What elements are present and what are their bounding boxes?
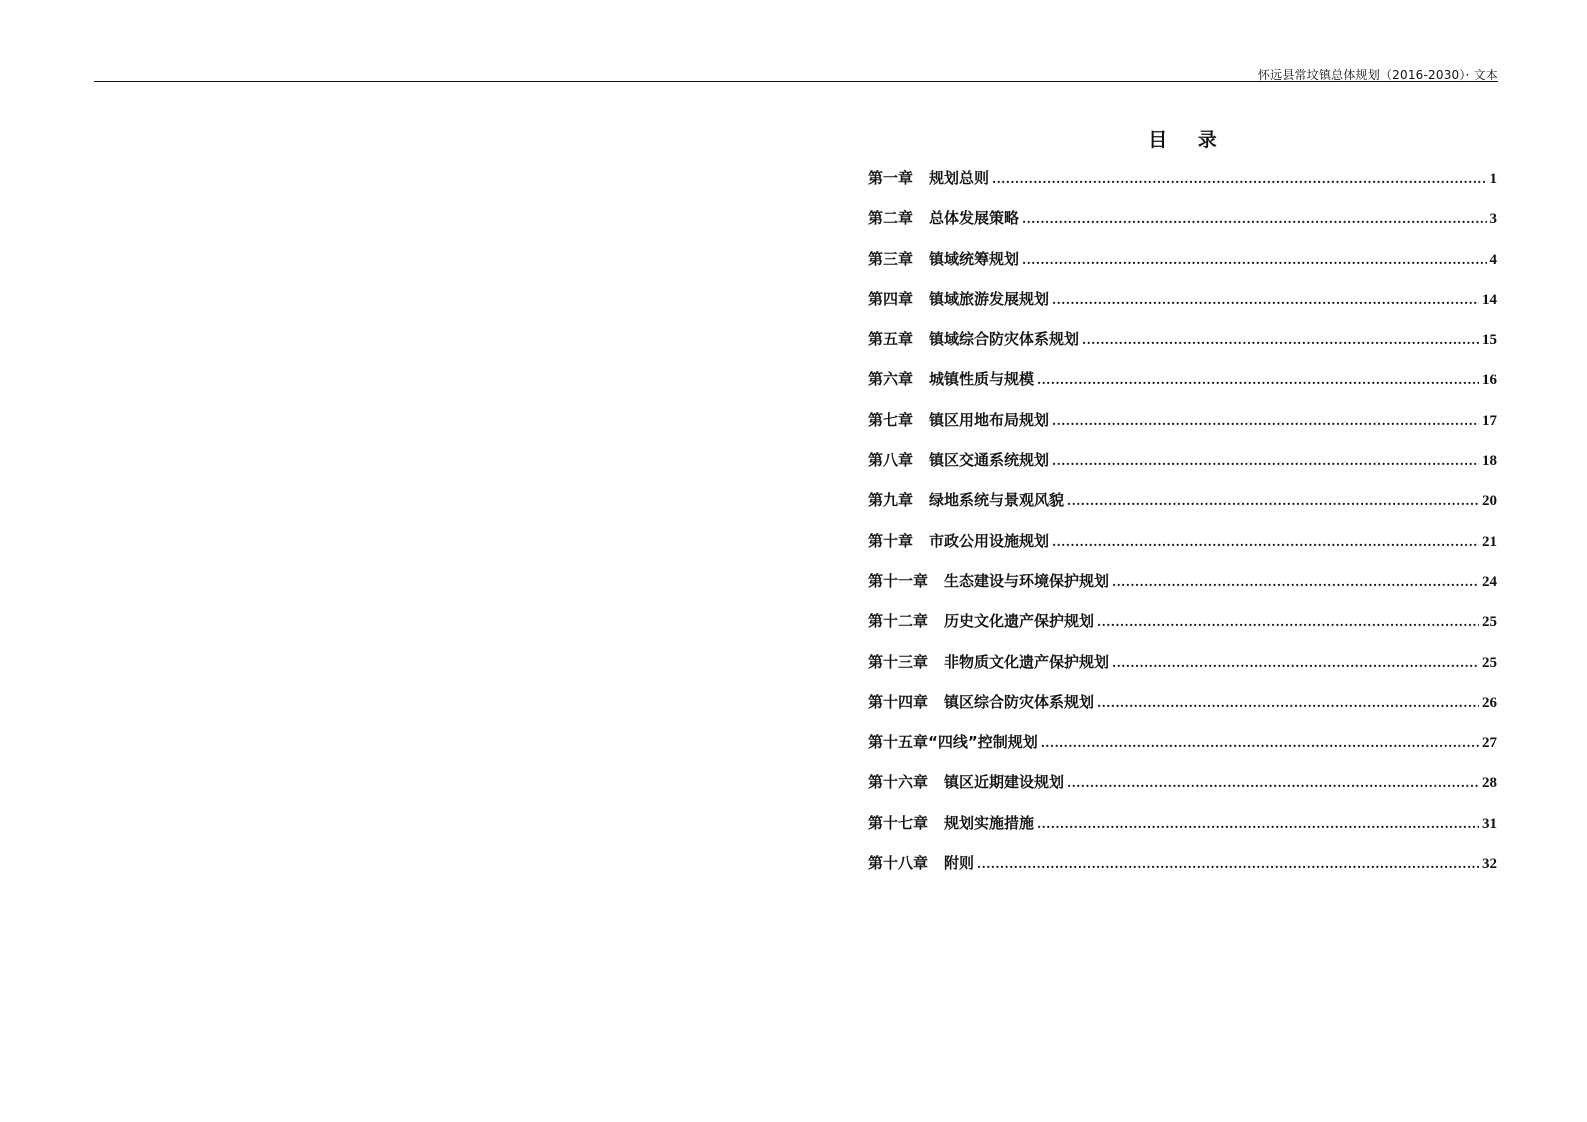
toc-chapter-number: 第十四章 bbox=[868, 692, 929, 711]
toc-entry[interactable] bbox=[868, 288, 1497, 328]
toc-chapter-name: 镇域统筹规划 bbox=[929, 249, 1020, 268]
toc-page-number: 25 bbox=[1482, 614, 1497, 631]
toc-page-number: 27 bbox=[1482, 735, 1497, 752]
toc-chapter-number: 第六章 bbox=[868, 370, 914, 389]
toc-entry[interactable] bbox=[868, 248, 1497, 288]
running-header: 怀远县常坟镇总体规划（2016-2030）· 文本 bbox=[1257, 68, 1498, 82]
dot-leader bbox=[1022, 212, 1486, 226]
toc-chapter-number: 第四章 bbox=[868, 289, 914, 308]
toc-chapter-number: 第三章 bbox=[868, 249, 914, 268]
toc-chapter-number: 第八章 bbox=[868, 451, 914, 470]
toc-page-number: 20 bbox=[1482, 493, 1497, 510]
toc-chapter-name: 规划实施措施 bbox=[944, 813, 1035, 832]
toc-entry[interactable] bbox=[868, 328, 1497, 368]
toc-page-number: 25 bbox=[1482, 654, 1497, 671]
toc-page-number: 31 bbox=[1482, 815, 1497, 832]
toc-page-number: 17 bbox=[1482, 412, 1497, 429]
toc-page-number: 18 bbox=[1482, 453, 1497, 470]
dot-leader bbox=[1041, 736, 1479, 750]
toc-chapter-name: 附则 bbox=[944, 854, 975, 873]
dot-leader bbox=[1052, 454, 1479, 468]
toc-entry[interactable] bbox=[868, 207, 1497, 247]
toc-page-number: 32 bbox=[1482, 856, 1497, 873]
toc-chapter-number: 第十章 bbox=[868, 531, 914, 550]
toc-entry[interactable] bbox=[868, 610, 1497, 650]
toc-chapter-number: 第十一章 bbox=[868, 571, 929, 590]
toc-chapter-name: 非物质文化遗产保护规划 bbox=[944, 652, 1110, 671]
toc-chapter-number: 第十七章 bbox=[868, 813, 929, 832]
toc-chapter-name: “四线”控制规划 bbox=[928, 733, 1038, 752]
toc-entry[interactable] bbox=[868, 167, 1497, 207]
toc-page-number: 26 bbox=[1482, 694, 1497, 711]
toc-page-number: 14 bbox=[1482, 291, 1497, 308]
toc-entry[interactable] bbox=[868, 691, 1497, 731]
dot-leader bbox=[977, 857, 1479, 871]
toc-list bbox=[868, 167, 1497, 892]
toc-page-number: 4 bbox=[1489, 251, 1497, 268]
dot-leader bbox=[992, 172, 1486, 186]
toc-entry[interactable] bbox=[868, 651, 1497, 691]
toc-page-number: 16 bbox=[1482, 372, 1497, 389]
toc-chapter-name: 镇区交通系统规划 bbox=[929, 451, 1050, 470]
toc-chapter-name: 镇区用地布局规划 bbox=[929, 410, 1050, 429]
toc-chapter-name: 城镇性质与规模 bbox=[929, 370, 1035, 389]
dot-leader bbox=[1037, 373, 1479, 387]
dot-leader bbox=[1112, 656, 1479, 670]
toc-page-number: 24 bbox=[1482, 573, 1497, 590]
table-of-contents bbox=[868, 126, 1497, 892]
dot-leader bbox=[1022, 253, 1486, 267]
toc-entry[interactable] bbox=[868, 731, 1497, 771]
dot-leader bbox=[1082, 333, 1479, 347]
toc-entry[interactable] bbox=[868, 489, 1497, 529]
dot-leader bbox=[1112, 575, 1479, 589]
toc-chapter-name: 总体发展策略 bbox=[929, 209, 1020, 228]
toc-chapter-name: 镇域旅游发展规划 bbox=[929, 289, 1050, 308]
toc-chapter-name: 镇域综合防灾体系规划 bbox=[929, 330, 1080, 349]
toc-chapter-name: 规划总则 bbox=[929, 169, 990, 187]
toc-title: 目 录 bbox=[1148, 129, 1229, 151]
toc-entry[interactable] bbox=[868, 852, 1497, 892]
toc-chapter-number: 第十二章 bbox=[868, 612, 929, 631]
toc-chapter-name: 绿地系统与景观风貌 bbox=[929, 491, 1065, 510]
header-rule bbox=[94, 81, 1498, 82]
dot-leader bbox=[1067, 494, 1479, 508]
dot-leader bbox=[1097, 696, 1479, 710]
toc-chapter-number: 第七章 bbox=[868, 410, 914, 429]
toc-entry[interactable] bbox=[868, 449, 1497, 489]
toc-chapter-number: 第一章 bbox=[868, 169, 914, 187]
dot-leader bbox=[1052, 293, 1479, 307]
toc-chapter-number: 第十三章 bbox=[868, 652, 929, 671]
dot-leader bbox=[1052, 535, 1479, 549]
toc-chapter-name: 镇区近期建设规划 bbox=[944, 773, 1065, 792]
toc-entry[interactable] bbox=[868, 812, 1497, 852]
toc-chapter-name: 市政公用设施规划 bbox=[929, 531, 1050, 550]
toc-entry[interactable] bbox=[868, 368, 1497, 408]
toc-chapter-number: 第二章 bbox=[868, 209, 914, 228]
toc-chapter-number: 第十六章 bbox=[868, 773, 929, 792]
toc-chapter-number: 第十五章 bbox=[868, 733, 929, 752]
toc-entry[interactable] bbox=[868, 409, 1497, 449]
toc-page-number: 28 bbox=[1482, 775, 1497, 792]
toc-chapter-number: 第十八章 bbox=[868, 854, 929, 873]
dot-leader bbox=[1052, 414, 1479, 428]
dot-leader bbox=[1037, 817, 1479, 831]
toc-chapter-name: 历史文化遗产保护规划 bbox=[944, 612, 1095, 631]
toc-page-number: 21 bbox=[1482, 533, 1497, 550]
toc-entry[interactable] bbox=[868, 771, 1497, 811]
toc-entry[interactable] bbox=[868, 530, 1497, 570]
toc-page-number: 3 bbox=[1489, 211, 1497, 228]
dot-leader bbox=[1097, 615, 1479, 629]
toc-chapter-number: 第五章 bbox=[868, 330, 914, 349]
toc-chapter-name: 镇区综合防灾体系规划 bbox=[944, 692, 1095, 711]
toc-entry[interactable] bbox=[868, 570, 1497, 610]
toc-chapter-name: 生态建设与环境保护规划 bbox=[944, 571, 1110, 590]
toc-page-number: 1 bbox=[1489, 171, 1497, 187]
toc-chapter-number: 第九章 bbox=[868, 491, 914, 510]
dot-leader bbox=[1067, 776, 1479, 790]
toc-page-number: 15 bbox=[1482, 332, 1497, 349]
